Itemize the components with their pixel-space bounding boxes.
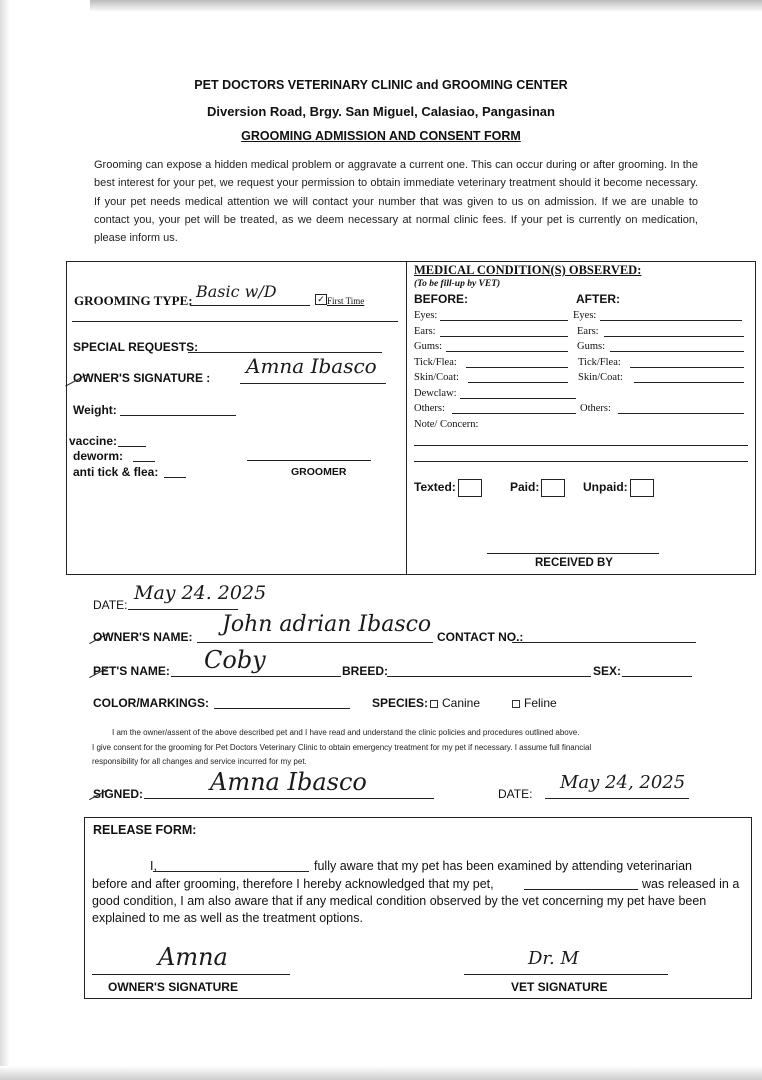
owner-signature-value: Amna Ibasco bbox=[246, 354, 377, 378]
texted-label: Texted: bbox=[414, 480, 456, 495]
after-tick-line bbox=[630, 367, 744, 368]
date-label: DATE: bbox=[93, 598, 128, 612]
anti-tick-line bbox=[164, 477, 186, 478]
medical-title: MEDICAL CONDITION(S) OBSERVED: bbox=[414, 263, 642, 277]
before-ears-line bbox=[440, 336, 568, 337]
form-title: GROOMING ADMISSION AND CONSENT FORM bbox=[241, 129, 521, 143]
scan-edge-left bbox=[0, 0, 10, 1080]
paid-field[interactable] bbox=[510, 479, 565, 497]
color-line bbox=[214, 708, 350, 709]
release-box bbox=[84, 817, 752, 999]
box-divider bbox=[406, 261, 407, 574]
first-time-label: First Time bbox=[327, 296, 365, 306]
note-line-1 bbox=[414, 445, 748, 446]
consent-date-line bbox=[545, 798, 689, 799]
vet-sig-value: Dr. M bbox=[528, 948, 579, 969]
owner-signature-label: OWNER'S SIGNATURE : bbox=[73, 371, 211, 385]
date-value: May 24. 2025 bbox=[134, 582, 267, 604]
owner-name-label: OWNER'S NAME: bbox=[93, 630, 193, 644]
paid-checkbox[interactable] bbox=[541, 479, 565, 497]
release-text-4: was released in a bbox=[642, 877, 740, 891]
texted-field[interactable] bbox=[414, 479, 482, 497]
canine-checkbox[interactable] bbox=[430, 700, 438, 708]
consent-date-label: DATE: bbox=[498, 787, 533, 801]
before-label: BEFORE: bbox=[414, 292, 468, 306]
vet-sig-label: VET SIGNATURE bbox=[511, 980, 608, 994]
release-text-6: explained to me as well as the treatment options. bbox=[92, 911, 363, 925]
scan-edge-bottom bbox=[0, 1066, 762, 1080]
first-time-checkbox[interactable]: ✓ bbox=[315, 294, 327, 305]
note-label: Note/ Concern: bbox=[414, 419, 479, 430]
consent-date-value: May 24, 2025 bbox=[560, 772, 686, 793]
feline-label: Feline bbox=[524, 696, 557, 710]
after-skin-line bbox=[634, 382, 744, 383]
pet-name-value: Coby bbox=[204, 646, 266, 674]
release-name-line bbox=[153, 871, 309, 872]
weight-line bbox=[120, 415, 236, 416]
received-by-line bbox=[487, 553, 659, 554]
canine-label: Canine bbox=[442, 696, 481, 710]
before-gums-line bbox=[446, 351, 568, 352]
after-ears-line bbox=[604, 336, 744, 337]
note-line-2 bbox=[414, 461, 748, 462]
signed-label: SIGNED: bbox=[93, 787, 144, 801]
deworm-label: deworm: bbox=[73, 449, 124, 463]
consent-line-2: I give consent for the grooming for Pet Doctors Veterinary Clinic to obtain emergency treatment for my pet if necessary. I assume full financial bbox=[92, 743, 592, 752]
groomer-label: GROOMER bbox=[291, 466, 347, 478]
owner-sig-label: OWNER'S SIGNATURE bbox=[108, 980, 238, 994]
contact-label: CONTACT NO.: bbox=[437, 630, 524, 644]
pet-name-label: PET'S NAME: bbox=[93, 664, 170, 678]
weight-label: Weight: bbox=[73, 403, 117, 417]
owner-signature-line bbox=[240, 383, 386, 384]
consent-line-3: responsibility for all changes and service incurred for my pet. bbox=[92, 757, 307, 766]
before-tick: Tick/Flea: bbox=[414, 357, 457, 368]
feline-checkbox[interactable] bbox=[512, 700, 520, 708]
before-skin: Skin/Coat: bbox=[414, 372, 459, 383]
color-label: COLOR/MARKINGS: bbox=[93, 696, 209, 710]
after-tick: Tick/Flea: bbox=[578, 357, 621, 368]
after-others: Others: bbox=[580, 403, 611, 414]
medical-subtitle: (To be fill-up by VET) bbox=[414, 279, 501, 289]
signed-value: Amna Ibasco bbox=[210, 768, 367, 796]
before-tick-line bbox=[466, 367, 568, 368]
release-title: RELEASE FORM: bbox=[93, 823, 197, 837]
feline-option[interactable] bbox=[512, 696, 557, 710]
signed-line bbox=[144, 798, 434, 799]
release-text-2: fully aware that my pet has been examined by attending veterinarian bbox=[314, 859, 693, 873]
sex-line bbox=[622, 676, 692, 677]
before-ears: Ears: bbox=[414, 326, 436, 337]
anti-tick-label: anti tick & flea: bbox=[73, 465, 159, 479]
sex-label: SEX: bbox=[593, 664, 622, 678]
before-skin-line bbox=[468, 382, 568, 383]
pet-name-line bbox=[171, 676, 341, 677]
groomer-line bbox=[247, 460, 371, 461]
received-by-label: RECEIVED BY bbox=[535, 557, 613, 569]
release-pet-line bbox=[524, 889, 638, 890]
grooming-type-value: Basic w/D bbox=[196, 282, 277, 301]
date-line bbox=[128, 609, 238, 610]
before-others: Others: bbox=[414, 403, 445, 414]
release-text-1: I, bbox=[150, 859, 157, 873]
unpaid-label: Unpaid: bbox=[583, 480, 628, 495]
grooming-type-label: GROOMING TYPE: bbox=[74, 293, 193, 308]
release-text-5: good condition, I am also aware that if any medical condition observed by the vet concerning my pet have been bbox=[92, 894, 707, 908]
owner-sig-value: Amna bbox=[158, 943, 228, 971]
unpaid-checkbox[interactable] bbox=[630, 479, 654, 497]
after-eyes-line bbox=[600, 320, 742, 321]
scan-edge-top bbox=[90, 0, 762, 12]
grooming-type-line bbox=[190, 305, 310, 306]
release-text-3: before and after grooming, therefore I hereby acknowledged that my pet, bbox=[92, 877, 494, 891]
breed-line bbox=[387, 676, 591, 677]
owner-sig-line bbox=[92, 974, 290, 975]
before-eyes: Eyes: bbox=[414, 310, 438, 321]
vet-sig-line bbox=[464, 974, 668, 975]
grooming-extra-line bbox=[72, 321, 398, 322]
before-dewclaw: Dewclaw: bbox=[414, 388, 457, 399]
texted-checkbox[interactable] bbox=[458, 479, 482, 497]
after-gums: Gums: bbox=[577, 341, 606, 352]
owner-name-value: John adrian Ibasco bbox=[222, 612, 432, 637]
before-gums: Gums: bbox=[414, 341, 443, 352]
after-ears: Ears: bbox=[577, 326, 599, 337]
contact-line bbox=[512, 642, 696, 643]
special-requests-label: SPECIAL REQUESTS: bbox=[73, 340, 199, 354]
after-gums-line bbox=[610, 351, 744, 352]
species-label: SPECIES: bbox=[372, 696, 429, 710]
vaccine-line bbox=[118, 446, 146, 447]
after-skin: Skin/Coat: bbox=[578, 372, 623, 383]
after-label: AFTER: bbox=[576, 292, 620, 306]
vaccine-label: vaccine: bbox=[69, 434, 118, 448]
deworm-line bbox=[133, 461, 155, 462]
intro-paragraph: Grooming can expose a hidden medical problem or aggravate a current one. This can occur during or after grooming. In the best interest for your pet, we request your permission to obtain immediate veterinary treatment should it become necessary. If your pet needs medical attention we will contact your number that was given to us on admission. If we are unable to contact you, your pet will be treated, as we deem necessary at normal clinic fees. If your pet is currently on medication, please inform us. bbox=[94, 159, 698, 245]
owner-name-line bbox=[197, 642, 433, 643]
special-requests-line bbox=[188, 352, 382, 353]
clinic-name: PET DOCTORS VETERINARY CLINIC and GROOMING CENTER bbox=[194, 78, 568, 92]
before-others-line bbox=[452, 413, 576, 414]
after-others-line bbox=[618, 413, 744, 414]
before-dewclaw-line bbox=[460, 398, 576, 399]
paid-label: Paid: bbox=[510, 480, 540, 495]
breed-label: BREED: bbox=[342, 664, 389, 678]
consent-line-1: I am the owner/assent of the above described pet and I have read and understand the clinic policies and procedures outlined above. bbox=[112, 728, 580, 737]
canine-option[interactable] bbox=[430, 696, 480, 710]
clinic-address: Diversion Road, Brgy. San Miguel, Calasiao, Pangasinan bbox=[207, 104, 555, 119]
after-eyes: Eyes: bbox=[573, 310, 597, 321]
unpaid-field[interactable] bbox=[583, 479, 654, 497]
before-eyes-line bbox=[440, 320, 568, 321]
